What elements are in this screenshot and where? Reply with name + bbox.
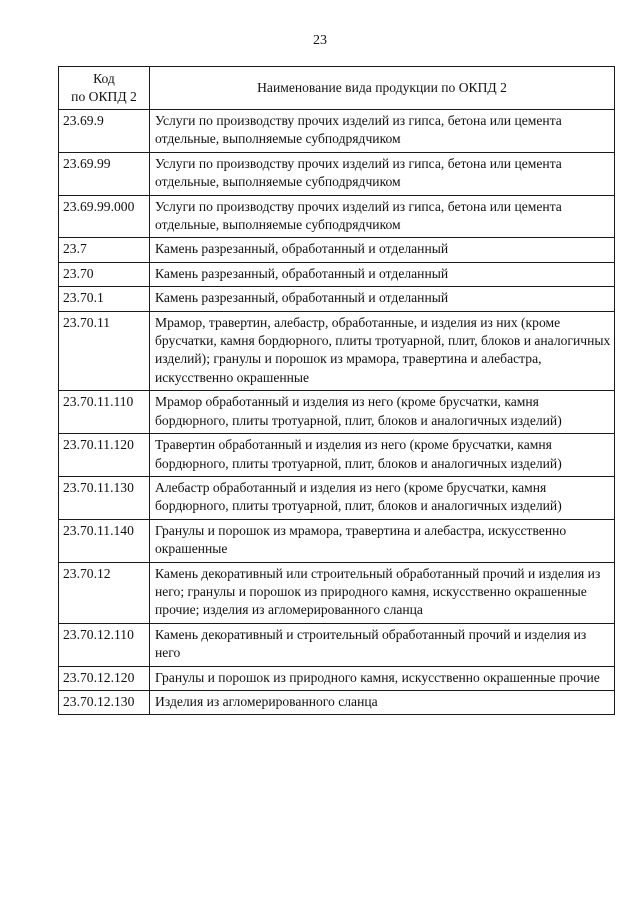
okpd-table — [58, 66, 615, 715]
table-row — [59, 195, 615, 238]
product-name: Камень разрезанный, обработанный и отделанный — [150, 238, 615, 262]
okpd-code: 23.69.99.000 — [59, 195, 150, 238]
page-number: 23 — [313, 33, 327, 48]
product-name: Изделия из агломерированного сланца — [150, 690, 615, 714]
okpd-code: 23.70.1 — [59, 287, 150, 311]
table-row — [59, 434, 615, 477]
table-row — [59, 110, 615, 153]
product-name: Услуги по производству прочих изделий из гипса, бетона или цемента отдельные, выполняемые субподрядчиком — [150, 110, 615, 153]
product-name: Мрамор обработанный и изделия из него (кроме брусчатки, камня бордюрного, плиты тротуарной, плит, блоков и аналогичных изделий) — [150, 391, 615, 434]
header-code-line2: по ОКПД 2 — [71, 89, 137, 104]
product-name: Гранулы и порошок из мрамора, травертина и алебастра, искусственно окрашенные — [150, 519, 615, 562]
okpd-code: 23.70.12.120 — [59, 666, 150, 690]
table-row — [59, 287, 615, 311]
table-row — [59, 476, 615, 519]
okpd-code: 23.70.12.130 — [59, 690, 150, 714]
okpd-code: 23.70.11.120 — [59, 434, 150, 477]
header-name: Наименование вида продукции по ОКПД 2 — [150, 67, 615, 110]
product-name: Услуги по производству прочих изделий из гипса, бетона или цемента отдельные, выполняемые субподрядчиком — [150, 152, 615, 195]
okpd-code: 23.70.11 — [59, 311, 150, 391]
table-row — [59, 391, 615, 434]
okpd-code: 23.70.11.130 — [59, 476, 150, 519]
product-name: Травертин обработанный и изделия из него (кроме брусчатки, камня бордюрного, плиты тротуарной, плит, блоков и аналогичных изделий) — [150, 434, 615, 477]
okpd-code: 23.70.12 — [59, 562, 150, 623]
table-row — [59, 311, 615, 391]
product-name: Камень разрезанный, обработанный и отделанный — [150, 287, 615, 311]
product-name: Камень разрезанный, обработанный и отделанный — [150, 262, 615, 286]
table-row — [59, 623, 615, 666]
table-row — [59, 562, 615, 623]
okpd-code: 23.69.99 — [59, 152, 150, 195]
table-row — [59, 152, 615, 195]
product-name: Услуги по производству прочих изделий из гипса, бетона или цемента отдельные, выполняемые субподрядчиком — [150, 195, 615, 238]
table-body — [59, 110, 615, 715]
product-name: Алебастр обработанный и изделия из него (кроме брусчатки, камня бордюрного, плиты тротуарной, плит, блоков и аналогичных изделий) — [150, 476, 615, 519]
okpd-code: 23.70 — [59, 262, 150, 286]
table-row — [59, 519, 615, 562]
table-row — [59, 262, 615, 286]
product-name: Камень декоративный или строительный обработанный прочий и изделия из него; гранулы и порошок из природного камня, искусственно окрашенные прочие; изделия из агломерированного сланца — [150, 562, 615, 623]
okpd-code: 23.70.11.140 — [59, 519, 150, 562]
table-row — [59, 238, 615, 262]
product-name: Гранулы и порошок из природного камня, искусственно окрашенные прочие — [150, 666, 615, 690]
table-header-row — [59, 67, 615, 110]
okpd-code: 23.70.11.110 — [59, 391, 150, 434]
header-code — [59, 67, 150, 110]
okpd-code: 23.69.9 — [59, 110, 150, 153]
header-code-line1: Код — [93, 70, 115, 86]
okpd-code: 23.7 — [59, 238, 150, 262]
okpd-code: 23.70.12.110 — [59, 623, 150, 666]
table-row — [59, 666, 615, 690]
product-name: Мрамор, травертин, алебастр, обработанные, и изделия из них (кроме брусчатки, камня бордюрного, плиты тротуарной, плит, блоков и аналогичных изделий); гранулы и порошок из мрамора, травертина и алебастра, искусственно окрашенные — [150, 311, 615, 391]
table-row — [59, 690, 615, 714]
product-name: Камень декоративный и строительный обработанный прочий и изделия из него — [150, 623, 615, 666]
